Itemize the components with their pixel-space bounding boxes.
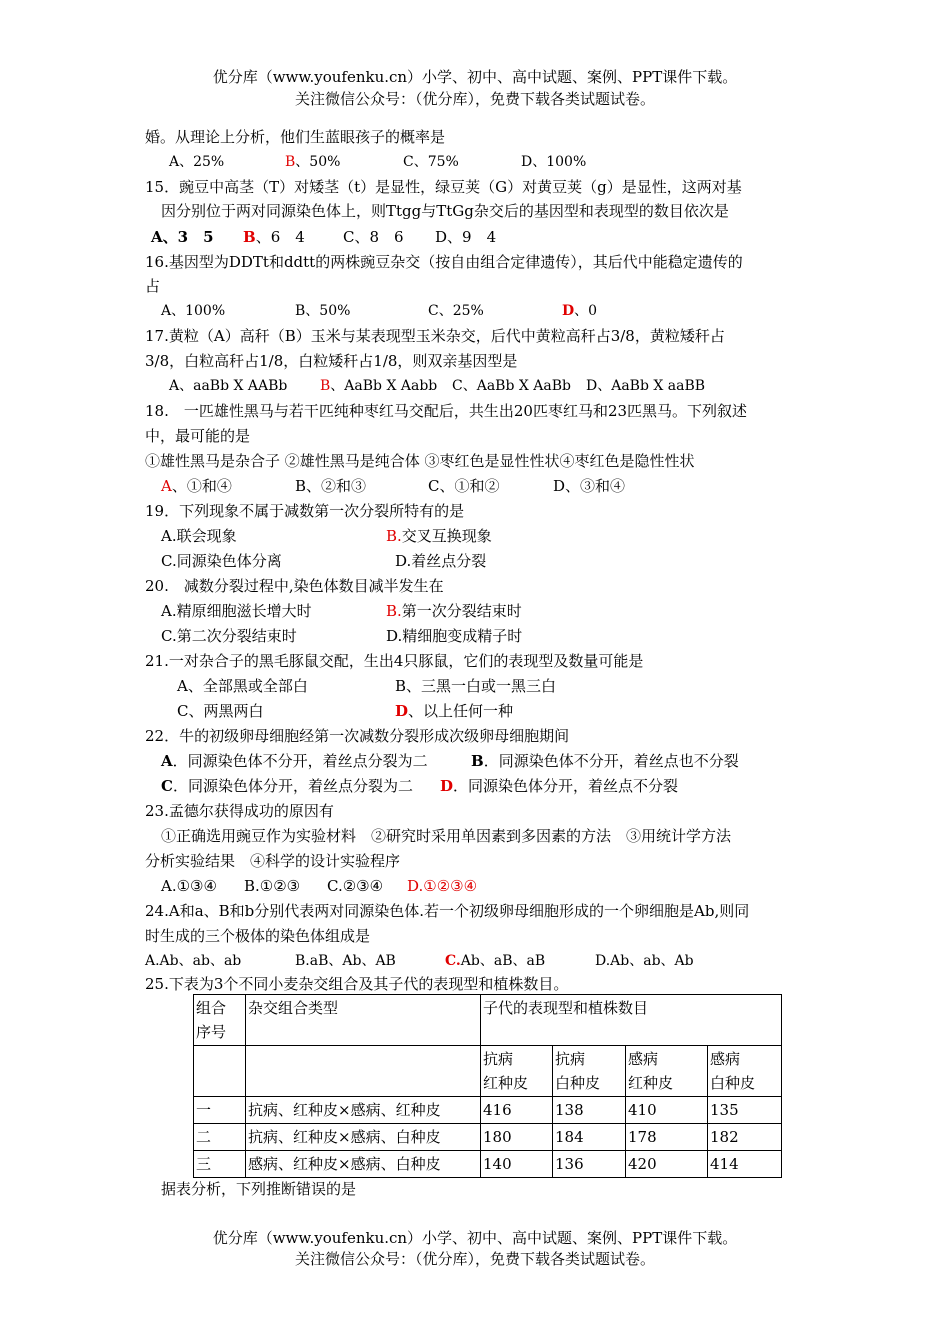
q24-option-c: C.Ab、aB、aB (445, 953, 546, 969)
q14-option-a: A、25% (169, 154, 225, 170)
q20-option-c: C.第二次分裂结束时 (161, 627, 297, 645)
q14-option-d: D、100% (521, 154, 587, 170)
q17-stem-line2: 3/8，白粒高秆占1/8，白粒矮秆占1/8，则双亲基因型是 (145, 352, 518, 370)
q16-stem-line1: 16.基因型为DDTt和ddtt的两株豌豆杂交（按自由组合定律遗传），其后代中能稳定遗传的 (145, 253, 743, 271)
header-group-number: 组合 序号 (194, 995, 246, 1046)
q14-option-c: C、75% (403, 154, 459, 170)
q18-stem-line1: 18. 一匹雄性黑马与若干匹纯种枣红马交配后，共生出20匹枣红马和23匹黑马。下列叙述 (145, 402, 748, 420)
q19-option-b: B.交叉互换现象 (386, 527, 492, 545)
q23-option-d: D.①②③④ (407, 877, 478, 895)
q19-option-d: D.着丝点分裂 (395, 552, 487, 570)
q17-option-b: B、AaBb X Aabb (320, 378, 438, 394)
q20-option-b: B.第一次分裂结束时 (386, 602, 522, 620)
header-cross-type: 杂交组合类型 (246, 995, 481, 1046)
q23-stem-line3: 分析实验结果 ④科学的设计实验程序 (145, 852, 401, 870)
q19-stem: 19．下列现象不属于减数第一次分裂所特有的是 (145, 502, 465, 520)
q14-option-b: B、50% (285, 154, 341, 170)
q23-option-a: A.①③④ (161, 877, 217, 895)
cross-results-table (193, 994, 782, 1178)
q17-option-d: D、AaBb X aaBB (586, 378, 706, 394)
q23-option-c: C.②③④ (327, 877, 384, 895)
q22-option-d: D．同源染色体分开，着丝点不分裂 (440, 777, 679, 795)
table-row: 一 抗病、红种皮×感病、红种皮 416 138 410 135 (194, 1097, 782, 1124)
q20-option-d: D.精细胞变成精子时 (386, 627, 523, 645)
q21-stem: 21.一对杂合子的黑毛豚鼠交配，生出4只豚鼠，它们的表现型及数量可能是 (145, 652, 644, 670)
subheader-susceptible-white: 感病 白种皮 (708, 1046, 782, 1097)
q25-after-table: 据表分析，下列推断错误的是 (161, 1180, 357, 1198)
q15-option-b: B、6 4 (243, 228, 305, 246)
q17-option-a: A、aaBb X AABb (169, 378, 288, 394)
q18-option-d: D、③和④ (553, 477, 626, 495)
table-header-row (194, 995, 782, 1046)
q21-option-b: B、三黑一白或一黑三白 (395, 677, 557, 695)
page-footer-line1: 优分库（www.youfenku.cn）小学、初中、高中试题、案例、PPT课件下载。 (212, 1229, 738, 1247)
q25-stem: 25.下表为3个不同小麦杂交组合及其子代的表现型和植株数目。 (145, 975, 569, 993)
q16-option-a: A、100% (161, 303, 226, 319)
q18-option-c: C、①和② (428, 477, 500, 495)
q21-option-d: D、以上任何一种 (395, 702, 514, 720)
q16-option-b: B、50% (295, 303, 351, 319)
page-header-line2: 关注微信公众号：（优分库），免费下载各类试题试卷。 (294, 90, 655, 108)
q22-option-b: B．同源染色体不分开，着丝点也不分裂 (471, 752, 739, 770)
q24-option-b: B.aB、Ab、AB (295, 953, 396, 969)
q16-stem-line2: 占 (145, 277, 161, 295)
page-footer-line2: 关注微信公众号：（优分库），免费下载各类试题试卷。 (294, 1250, 655, 1268)
q18-stem-line2: 中，最可能的是 (145, 427, 251, 445)
subheader-resistant-white: 抗病 白种皮 (553, 1046, 626, 1097)
table-row: 三 感病、红种皮×感病、白种皮 140 136 420 414 (194, 1151, 782, 1178)
q15-stem-line1: 15．豌豆中高茎（T）对矮茎（t）是显性，绿豆荚（G）对黄豆荚（g）是显性，这两对基 (145, 178, 742, 196)
q21-option-a: A、全部黑或全部白 (177, 677, 308, 695)
q24-option-d: D.Ab、ab、Ab (595, 953, 694, 969)
q15-option-a: A、3 5 (151, 228, 214, 246)
q23-stem-line2: ①正确选用豌豆作为实验材料 ②研究时采用单因素到多因素的方法 ③用统计学方法 (161, 827, 732, 845)
subheader-susceptible-red: 感病 红种皮 (626, 1046, 708, 1097)
q23-option-b: B.①②③ (244, 877, 301, 895)
q22-stem: 22．牛的初级卵母细胞经第一次减数分裂形成次级卵母细胞期间 (145, 727, 570, 745)
q15-option-d: D、9 4 (435, 228, 497, 246)
q20-stem: 20. 减数分裂过程中,染色体数目减半发生在 (145, 577, 444, 595)
q14-continuation: 婚。从理论上分析，他们生蓝眼孩子的概率是 (145, 128, 446, 146)
q16-option-c: C、25% (428, 303, 484, 319)
q16-option-d: D、0 (562, 303, 598, 319)
q15-stem-line2: 因分别位于两对同源染色体上，则Ttgg与TtGg杂交后的基因型和表现型的数目依次是 (161, 202, 729, 220)
q22-option-a: A．同源染色体不分开，着丝点分裂为二 (161, 752, 428, 770)
subheader-resistant-red: 抗病 红种皮 (481, 1046, 553, 1097)
page-header-line1: 优分库（www.youfenku.cn）小学、初中、高中试题、案例、PPT课件下载。 (212, 68, 738, 86)
q18-stem-line3: ①雄性黑马是杂合子 ②雄性黑马是纯合体 ③枣红色是显性性状④枣红色是隐性性状 (145, 452, 695, 470)
q18-option-a: A、①和④ (161, 477, 232, 495)
q23-stem-line1: 23.孟德尔获得成功的原因有 (145, 802, 334, 820)
q17-option-c: C、AaBb X AaBb (452, 378, 571, 394)
q19-option-a: A.联会现象 (161, 527, 237, 545)
q19-option-c: C.同源染色体分离 (161, 552, 282, 570)
q17-stem-line1: 17.黄粒（A）高秆（B）玉米与某表现型玉米杂交，后代中黄粒高秆占3/8，黄粒矮秆占 (145, 327, 725, 345)
q22-option-c: C．同源染色体分开，着丝点分裂为二 (161, 777, 413, 795)
q24-option-a: A.Ab、ab、ab (145, 953, 242, 969)
q24-stem-line2: 时生成的三个极体的染色体组成是 (145, 927, 371, 945)
q24-stem-line1: 24.A和a、B和b分别代表两对同源染色体.若一个初级卵母细胞形成的一个卵细胞是Ab,则同 (145, 902, 750, 920)
q15-option-c: C、8 6 (343, 228, 404, 246)
q21-option-c: C、两黑两白 (177, 702, 264, 720)
q18-option-b: B、②和③ (295, 477, 367, 495)
table-subheader-row (194, 1046, 782, 1097)
q20-option-a: A.精原细胞滋长增大时 (161, 602, 312, 620)
table-row: 二 抗病、红种皮×感病、白种皮 180 184 178 182 (194, 1124, 782, 1151)
header-offspring: 子代的表现型和植株数目 (481, 995, 782, 1046)
